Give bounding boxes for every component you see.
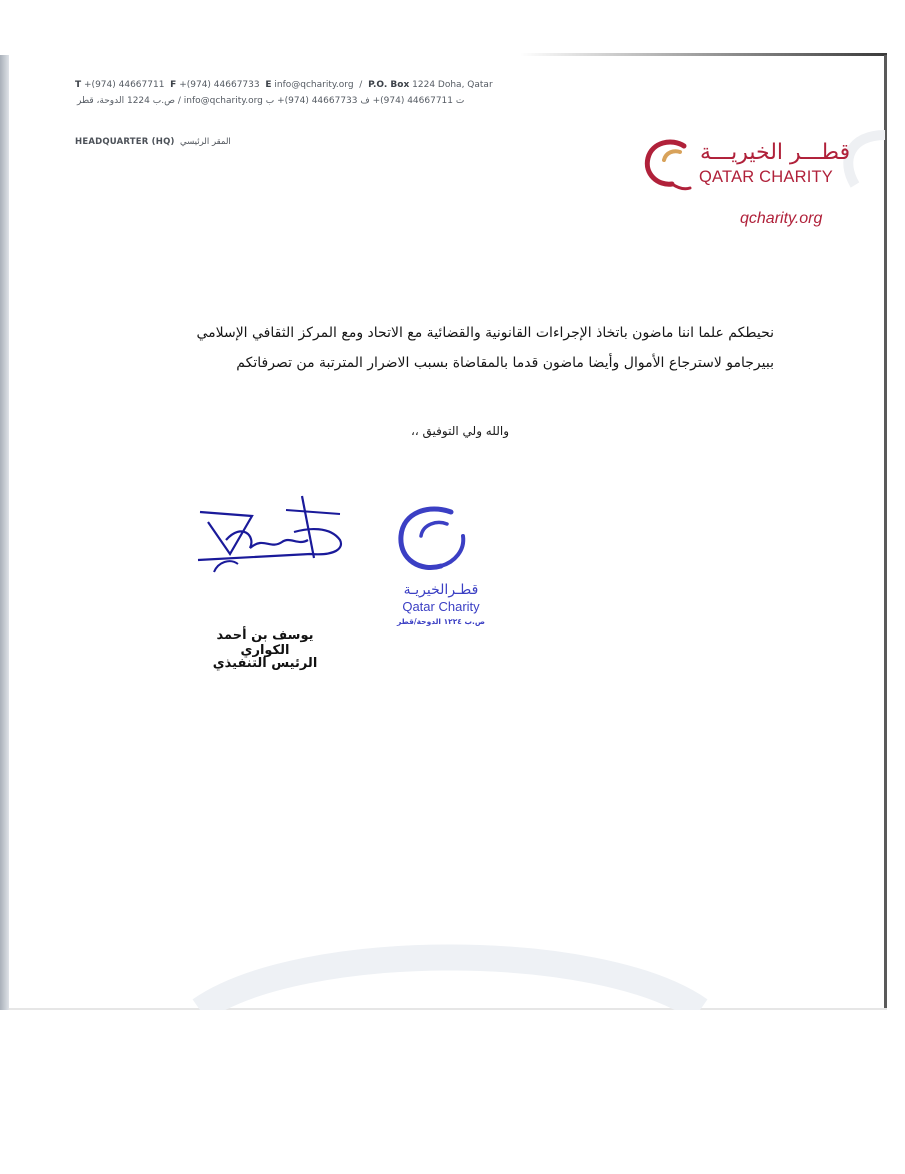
contact-line-english — [75, 80, 493, 90]
body-line-1: نحيطكم علما اننا ماضون باتخاذ الإجراءات القانونية والقضائية مع الاتحاد ومع المركز الثقافي الإسلامي — [196, 325, 774, 341]
signer-name: يوسف بن أحمد الكواري — [216, 628, 314, 658]
scan-top-edge — [520, 53, 887, 56]
contact-line-arabic: ت 44667711 (974)+ ف 44667733 (974)+ ب info@qcharity.org / ص.ب 1224 الدوحة، قطر — [77, 96, 465, 106]
stamp-arabic: قطـرالخيريـة — [403, 582, 479, 598]
separator: / — [359, 80, 363, 90]
bottom-watermark-icon — [180, 930, 720, 1010]
organization-stamp — [385, 502, 500, 632]
stamp-english: Qatar Charity — [402, 599, 480, 614]
email-label: E — [265, 80, 272, 90]
fax-label: F — [170, 80, 177, 90]
pobox-value: 1224 Doha, Qatar — [412, 80, 493, 90]
website-link[interactable]: qcharity.org — [740, 210, 823, 227]
scan-left-edge — [0, 55, 9, 1010]
handwritten-signature-icon — [190, 492, 350, 582]
pobox-label: P.O. Box — [368, 80, 410, 90]
letter-body — [140, 318, 774, 378]
headquarter-label — [75, 137, 231, 147]
qatar-charity-logo-icon — [640, 136, 696, 194]
email-value: info@qcharity.org — [274, 80, 354, 90]
phone-label: T — [75, 80, 82, 90]
logo-english-name: QATAR CHARITY — [699, 168, 833, 186]
logo-arabic-name: قطـــر الخيريـــة — [700, 140, 851, 165]
phone-value: +(974) 44667711 — [84, 80, 165, 90]
hq-english: HEADQUARTER (HQ) — [75, 137, 175, 147]
hq-arabic: المقر الرئيسي — [180, 137, 231, 147]
fax-value: +(974) 44667733 — [179, 80, 260, 90]
scan-right-edge — [884, 55, 887, 1010]
closing-phrase: والله ولي التوفيق ،، — [410, 424, 509, 438]
body-line-2: ببيرجامو لاسترجاع الأموال وأيضا ماضون قدما بالمقاضاة بسبب الاضرار المترتبة من تصرفاتكم — [236, 355, 774, 371]
stamp-address: ص.ب ١٢٢٤ الدوحة/قطر — [397, 617, 485, 626]
signer-title: الرئيس التنفيذي — [212, 656, 318, 671]
